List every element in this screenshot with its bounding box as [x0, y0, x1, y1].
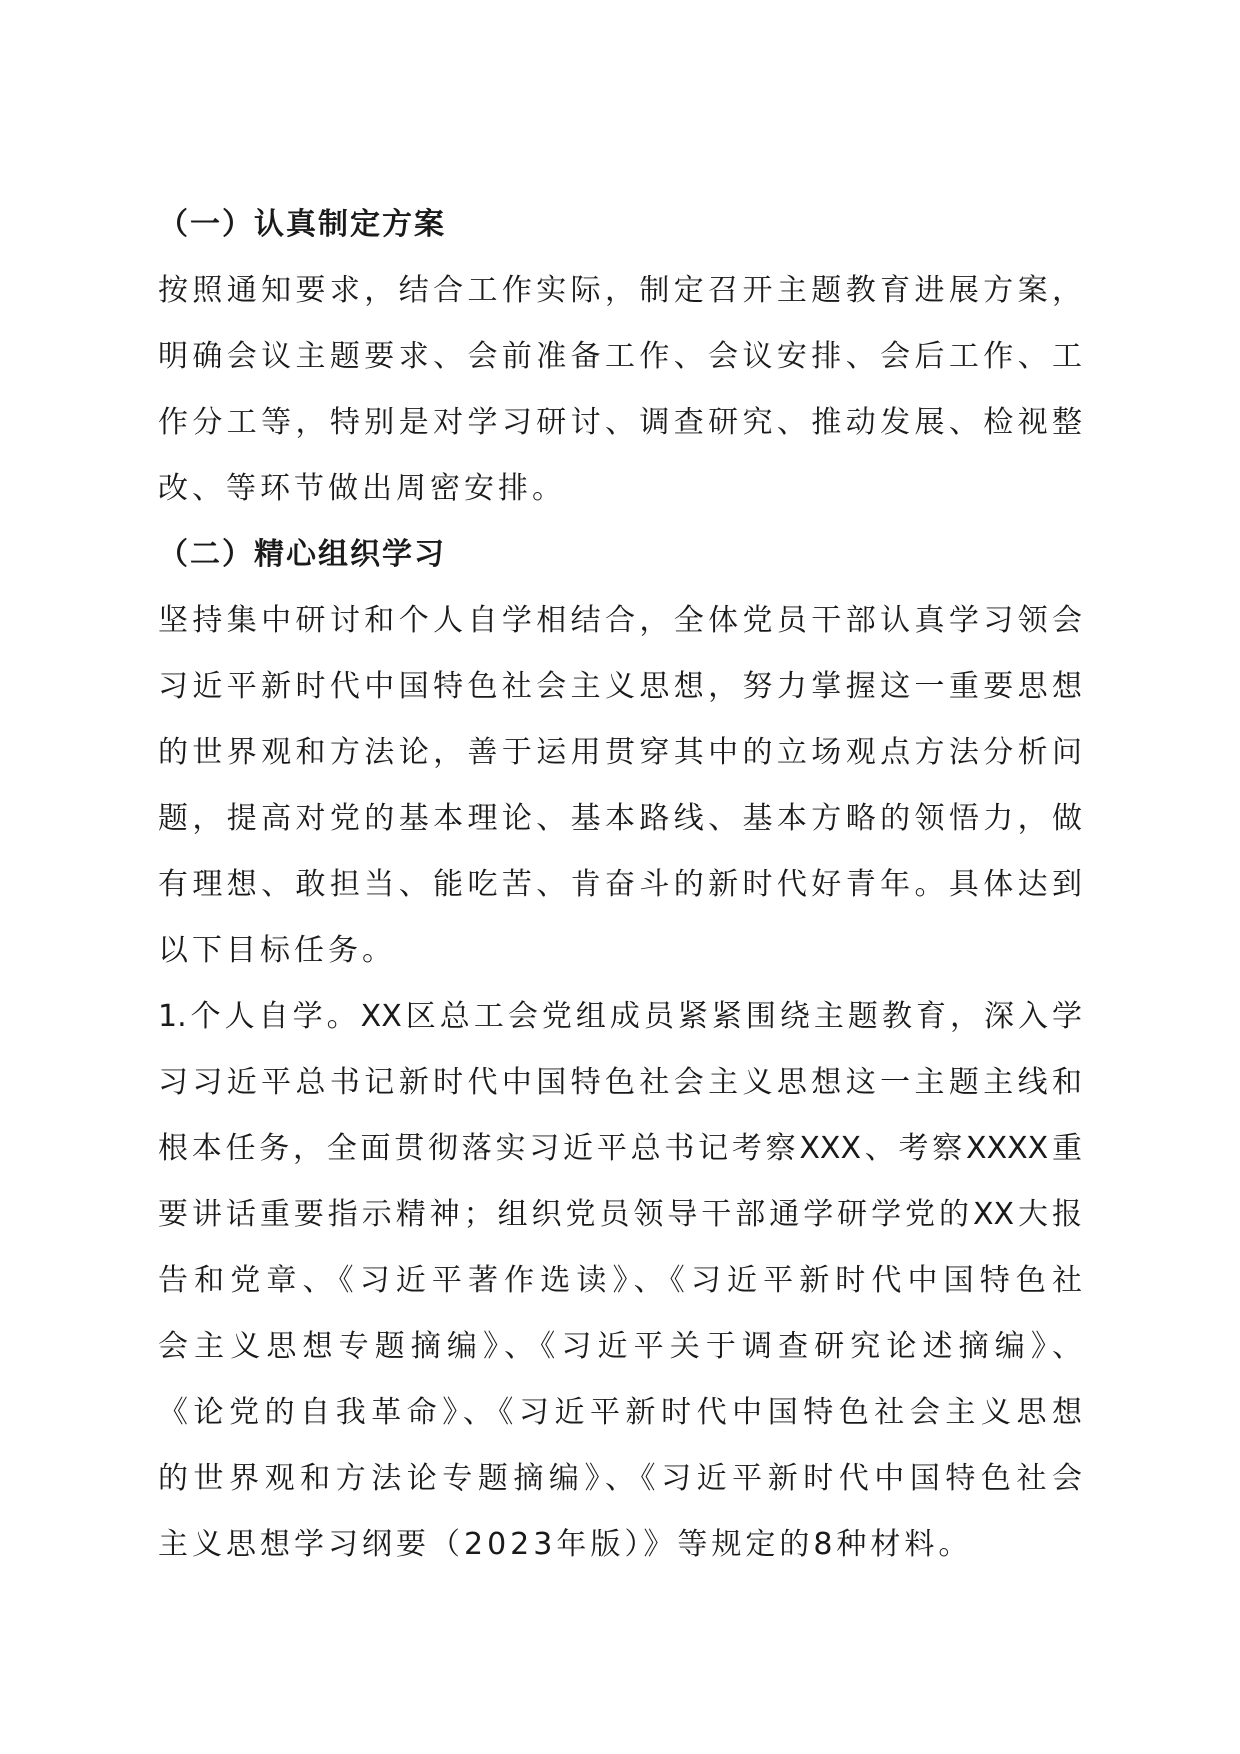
paragraph-line: 习习近平总书记新时代中国特色社会主义思想这一主题主线和	[158, 1065, 1082, 1100]
paragraph-line: 坚持集中研讨和个人自学相结合，全体党员干部认真学习领会	[158, 603, 1082, 638]
paragraph-line: 要讲话重要指示精神；组织党员领导干部通学研学党的XX大报	[158, 1197, 1082, 1232]
paragraph-line: 告和党章、《习近平著作选读》、《习近平新时代中国特色社	[158, 1263, 1082, 1298]
paragraph-line: 的世界观和方法论专题摘编》、《习近平新时代中国特色社会	[158, 1461, 1082, 1496]
paragraph-line: 根本任务，全面贯彻落实习近平总书记考察XXX、考察XXXX重	[158, 1131, 1082, 1166]
paragraph-plan	[158, 258, 1082, 522]
section-heading-plan: （一）认真制定方案	[158, 207, 446, 242]
paragraph-line: 明确会议主题要求、会前准备工作、会议安排、会后工作、工	[158, 339, 1082, 374]
paragraph-line: 作分工等，特别是对学习研讨、调查研究、推动发展、检视整	[158, 405, 1082, 440]
paragraph-line: 1.个人自学。XX区总工会党组成员紧紧围绕主题教育，深入学	[158, 999, 1082, 1034]
paragraph-line: 改、等环节做出周密安排。	[158, 471, 566, 506]
paragraph-line: 主义思想学习纲要（2023年版）》等规定的8种材料。	[158, 1527, 973, 1562]
paragraph-line: 按照通知要求，结合工作实际，制定召开主题教育进展方案，	[158, 273, 1082, 308]
paragraph-item-1-self-study	[158, 984, 1082, 1578]
paragraph-line: 会主义思想专题摘编》、《习近平关于调查研究论述摘编》、	[158, 1329, 1082, 1364]
paragraph-study	[158, 588, 1082, 984]
paragraph-line: 《论党的自我革命》、《习近平新时代中国特色社会主义思想	[158, 1395, 1082, 1430]
paragraph-line: 题，提高对党的基本理论、基本路线、基本方略的领悟力，做	[158, 801, 1082, 836]
paragraph-line: 习近平新时代中国特色社会主义思想，努力掌握这一重要思想	[158, 669, 1082, 704]
document-page	[158, 192, 1082, 1578]
paragraph-line: 以下目标任务。	[158, 933, 396, 968]
section-heading-study: （二）精心组织学习	[158, 537, 446, 572]
paragraph-line: 有理想、敢担当、能吃苦、肯奋斗的新时代好青年。具体达到	[158, 867, 1082, 902]
paragraph-line: 的世界观和方法论，善于运用贯穿其中的立场观点方法分析问	[158, 735, 1082, 770]
